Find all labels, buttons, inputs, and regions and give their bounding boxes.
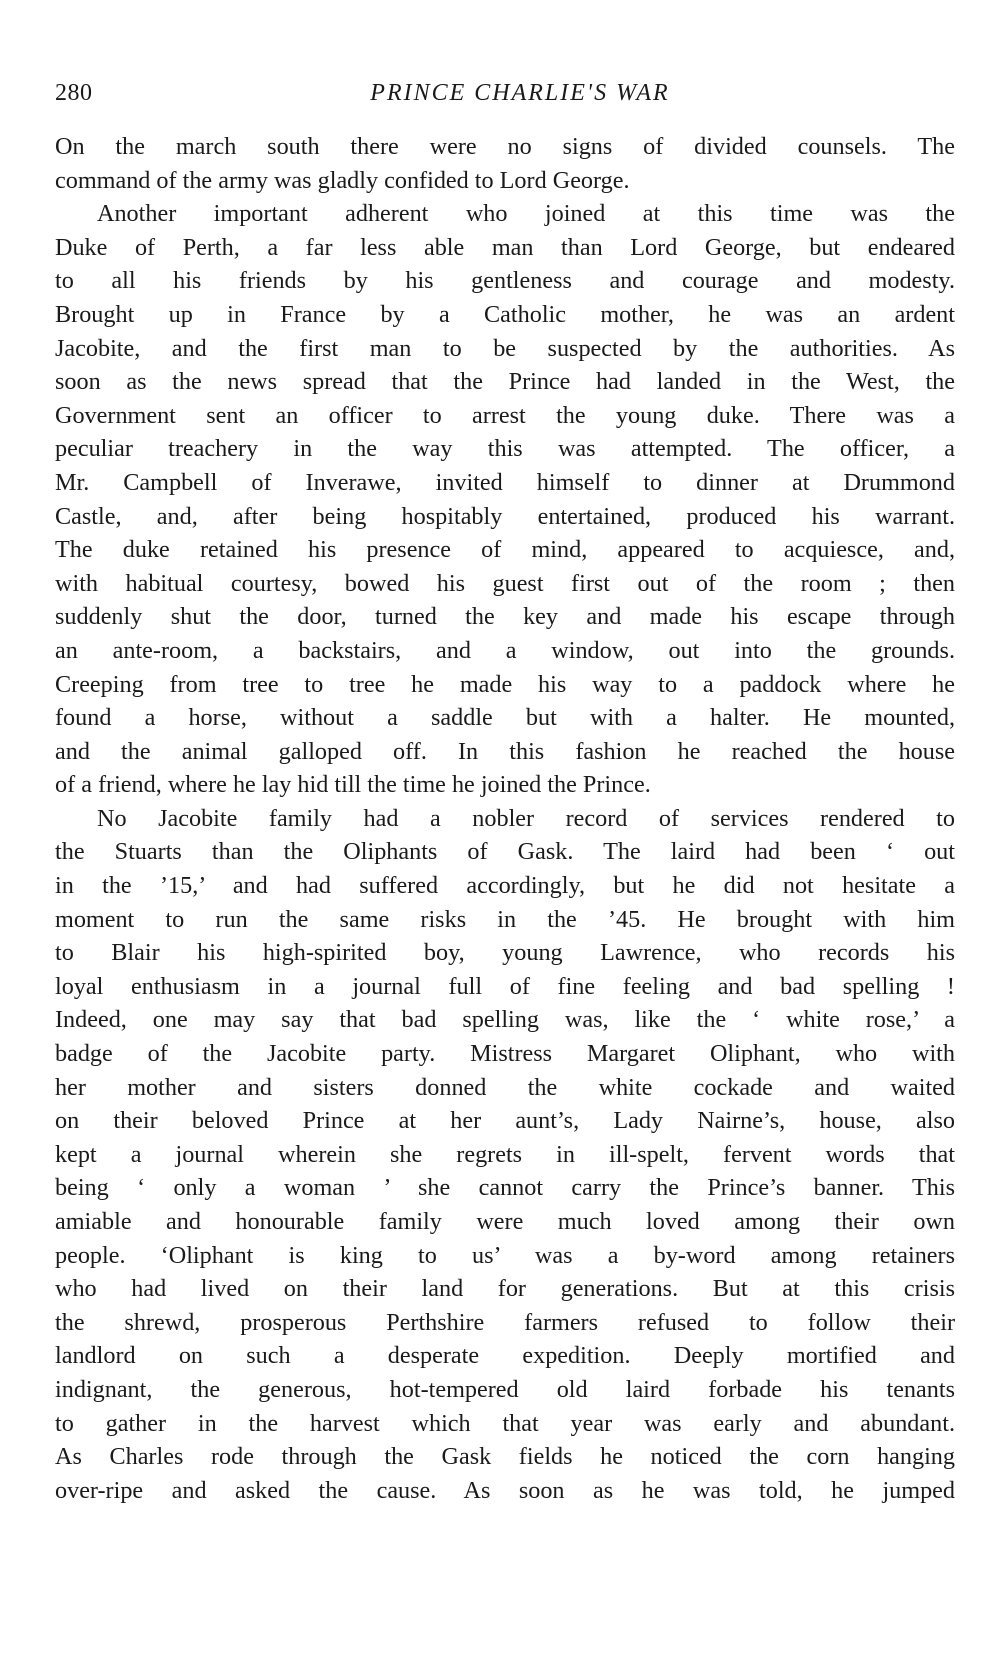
body-text [55, 130, 955, 1507]
text-line: indignant, the generous, hot-tempered old laird forbade his tenants [55, 1375, 955, 1403]
paragraph [55, 197, 955, 802]
text-line: Mr. Campbell of Inverawe, invited himself to dinner at Drummond [55, 468, 955, 496]
running-head [55, 68, 955, 118]
text-line: Jacobite, and the first man to be suspected by the authorities. As [55, 334, 955, 362]
book-page [55, 68, 955, 1507]
text-line: being ‘ only a woman ’ she cannot carry the Prince’s banner. This [55, 1174, 955, 1202]
text-line: people. ‘Oliphant is king to us’ was a by-word among retainers [55, 1241, 955, 1269]
text-line: of a friend, where he lay hid till the time he joined the Prince. [55, 771, 651, 799]
text-line: to gather in the harvest which that year was early and abundant. [55, 1409, 955, 1437]
text-line: suddenly shut the door, turned the key and made his escape through [55, 603, 955, 631]
text-line: Castle, and, after being hospitably entertained, produced his warrant. [55, 502, 955, 530]
text-line: soon as the news spread that the Prince had landed in the West, the [55, 368, 955, 396]
text-line: landlord on such a desperate expedition. Deeply mortified and [55, 1342, 955, 1370]
paragraph [55, 802, 955, 1507]
text-line: amiable and honourable family were much loved among their own [55, 1208, 955, 1235]
running-title: PRINCE CHARLIE'S WAR [370, 80, 670, 106]
text-line: moment to run the same risks in the ’45. He brought with him [55, 905, 955, 933]
paragraph [55, 130, 955, 197]
text-line: on their beloved Prince at her aunt’s, Lady Nairne’s, house, also [55, 1107, 955, 1135]
text-line: badge of the Jacobite party. Mistress Margaret Oliphant, who with [55, 1040, 955, 1068]
text-line: who had lived on their land for generations. But at this crisis [55, 1275, 955, 1303]
text-line: Creeping from tree to tree he made his way to a paddock where he [55, 670, 955, 698]
text-line: Another important adherent who joined at this time was the [97, 200, 955, 228]
text-line: and the animal galloped off. In this fashion he reached the house [55, 737, 955, 765]
text-line: The duke retained his presence of mind, appeared to acquiesce, and, [55, 536, 955, 564]
text-line: Brought up in France by a Catholic mother, he was an ardent [55, 300, 955, 328]
page-number: 280 [55, 80, 93, 106]
text-line: loyal enthusiasm in a journal full of fine feeling and bad spelling ! [55, 972, 955, 1000]
text-line: her mother and sisters donned the white cockade and waited [55, 1073, 955, 1101]
text-line: On the march south there were no signs of divided counsels. The [55, 133, 955, 160]
text-line: over-ripe and asked the cause. As soon as he was told, he jumped [55, 1476, 955, 1504]
text-line: to Blair his high-spirited boy, young Lawrence, who records his [55, 939, 955, 967]
text-line: Duke of Perth, a far less able man than Lord George, but endeared [55, 233, 955, 261]
text-line: the Stuarts than the Oliphants of Gask. The laird had been ‘ out [55, 838, 955, 866]
text-line: with habitual courtesy, bowed his guest first out of the room ; then [55, 569, 955, 597]
text-line: command of the army was gladly confided to Lord George. [55, 166, 630, 194]
text-line: As Charles rode through the Gask fields he noticed the corn hanging [55, 1443, 955, 1471]
text-line: the shrewd, prosperous Perthshire farmers refused to follow their [55, 1308, 955, 1336]
text-line: peculiar treachery in the way this was attempted. The officer, a [55, 435, 955, 463]
text-line: an ante-room, a backstairs, and a window, out into the grounds. [55, 636, 955, 664]
text-line: No Jacobite family had a nobler record of services rendered to [97, 804, 955, 832]
text-line: to all his friends by his gentleness and courage and modesty. [55, 267, 955, 295]
text-line: Government sent an officer to arrest the young duke. There was a [55, 401, 955, 429]
text-line: Indeed, one may say that bad spelling was, like the ‘ white rose,’ a [55, 1006, 955, 1034]
text-line: in the ’15,’ and had suffered accordingly, but he did not hesitate a [55, 872, 955, 900]
text-line: found a horse, without a saddle but with a halter. He mounted, [55, 704, 955, 732]
text-line: kept a journal wherein she regrets in ill-spelt, fervent words that [55, 1140, 955, 1168]
